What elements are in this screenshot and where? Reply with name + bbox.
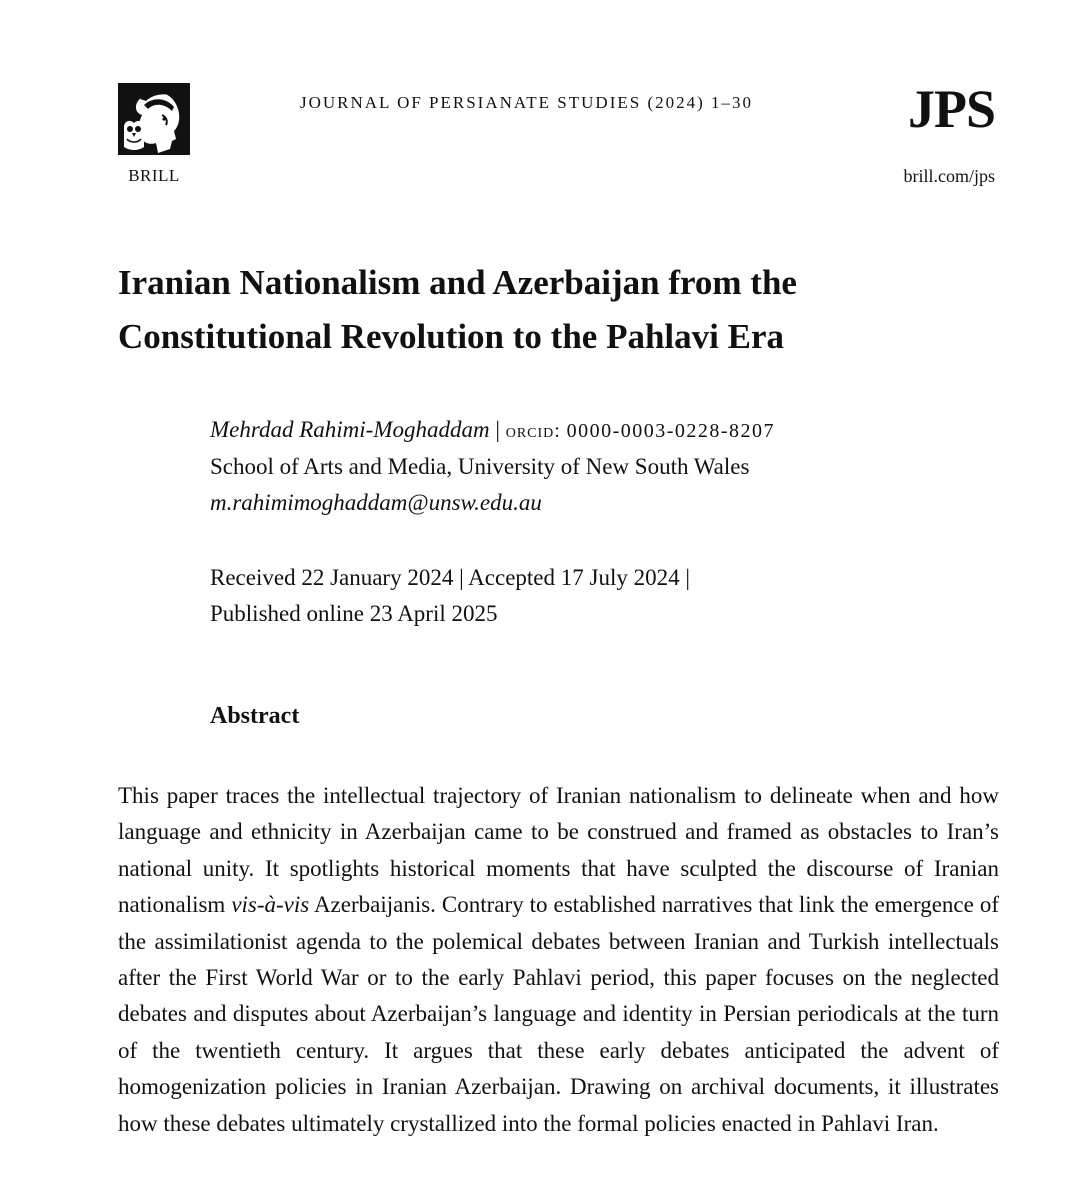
author-block xyxy=(210,412,1010,521)
article-title-line-1: Iranian Nationalism and Azerbaijan from the xyxy=(118,263,797,302)
publisher-name: BRILL xyxy=(128,166,180,185)
publication-dates xyxy=(210,560,1010,632)
article-title-line-2: Constitutional Revolution to the Pahlavi Era xyxy=(118,317,785,356)
brill-logo-icon xyxy=(118,83,190,155)
abstract-italic-term: vis-à-vis xyxy=(231,892,310,918)
orcid-label: orcid: xyxy=(505,420,561,442)
author-name: Mehrdad Rahimi-Moghaddam xyxy=(210,417,490,442)
author-line xyxy=(210,412,1010,449)
abstract-text-part-1: This paper traces the intellectual trajectory of Iranian nationalism to delineate when and how language and ethnicity in Azerbaijan came to be construed and framed as obstacles to Iran’s national unity. It spotlights historical moments that have sculpted the discourse of Iranian nationalism xyxy=(118,783,999,918)
journal-url-link[interactable]: brill.com/jps xyxy=(903,166,995,186)
author-separator: | xyxy=(489,417,506,442)
journal-abbreviation: JPS xyxy=(907,79,995,139)
author-email-link[interactable]: m.rahimimoghaddam@unsw.edu.au xyxy=(210,490,542,515)
dates-line-2: Published online 23 April 2025 xyxy=(210,601,498,626)
abstract-heading: Abstract xyxy=(210,703,300,729)
author-affiliation: School of Arts and Media, University of New South Wales xyxy=(210,454,750,479)
journal-citation-line: JOURNAL OF PERSIANATE STUDIES (2024) 1–30 xyxy=(300,93,754,112)
abstract-text-part-2: Azerbaijanis. Contrary to established narratives that link the emergence of the assimilationist agenda to the polemical debates between Iranian and Turkish intellectuals after the First World War or to the early Pahlavi period, this paper focuses on the neglected debates and disputes about Azerbaijan’s language and identity in Persian periodicals at the turn of the twentieth century. It argues that these early debates anticipated the advent of homogenization policies in Iranian Azerbaijan. Drawing on archival documents, it illustrates how these debates ultimately crystallized into the formal policies enacted in Pahlavi Iran. xyxy=(118,892,999,1136)
dates-line-1: Received 22 January 2024 | Accepted 17 July 2024 | xyxy=(210,565,690,590)
orcid-id-link[interactable]: 0000-0003-0228-8207 xyxy=(566,420,776,442)
abstract-text xyxy=(118,778,999,1142)
article-title xyxy=(118,256,978,364)
